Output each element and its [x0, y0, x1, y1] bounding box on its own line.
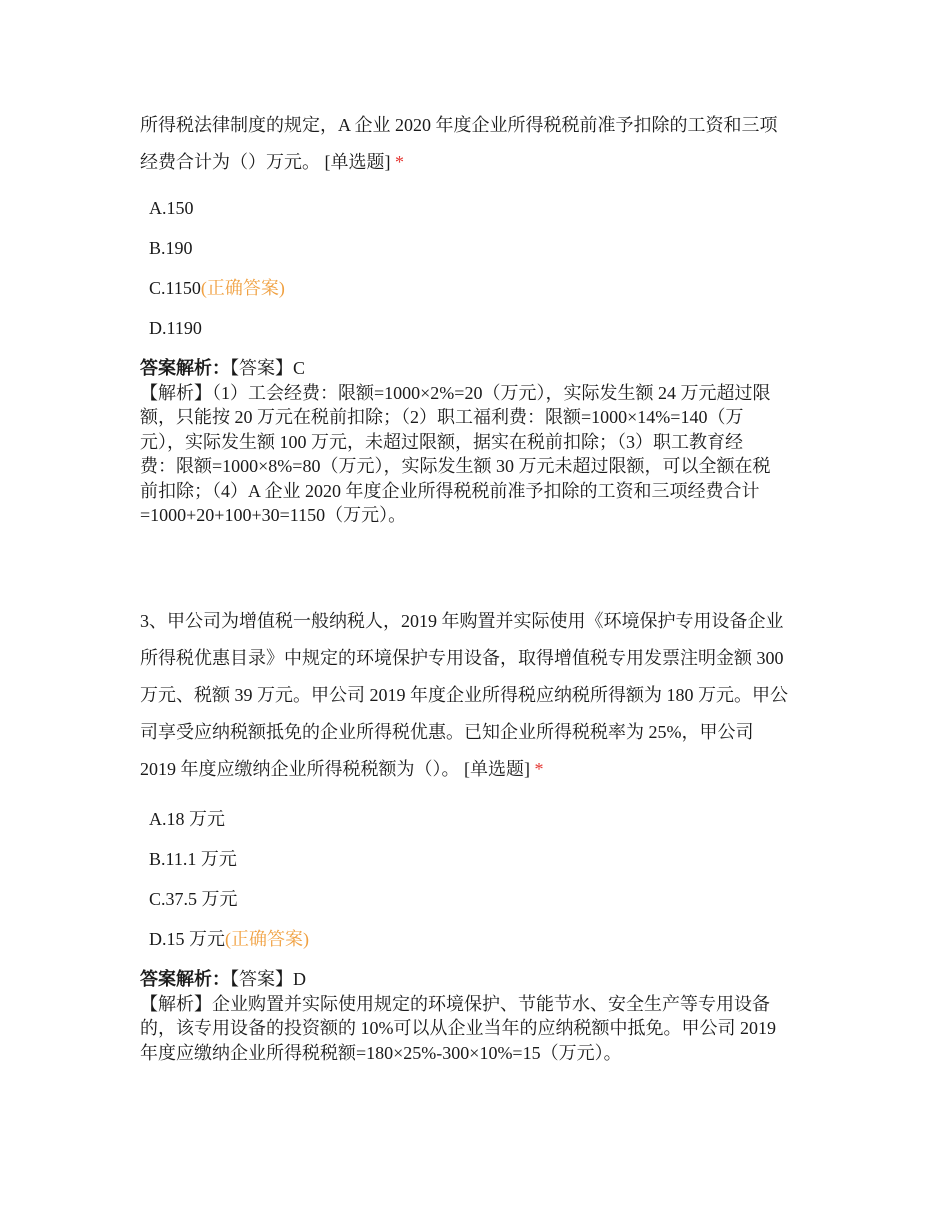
option-d[interactable] [140, 919, 309, 959]
question-3-text [140, 603, 820, 788]
option-d[interactable] [140, 308, 285, 348]
analysis-line: 前扣除；（4）A 企业 2020 年度企业所得税税前准予扣除的工资和三项经费合计 [140, 480, 760, 501]
option-a[interactable] [140, 188, 285, 228]
question-3-analysis [140, 967, 820, 1065]
question-text-line: 2019 年度应缴纳企业所得税税额为（）。 [单选题] [140, 759, 530, 779]
analysis-line: 元），实际发生额 100 万元，未超过限额，据实在税前扣除；（3）职工教育经 [140, 431, 743, 452]
option-b[interactable] [140, 228, 285, 268]
question-text-line: 万元、税额 39 万元。甲公司 2019 年度企业所得税应纳税所得额为 180 万元。甲公 [140, 685, 788, 705]
question-3 [140, 603, 820, 788]
required-mark: * [395, 152, 404, 172]
option-label: B.11.1 万元 [149, 849, 237, 869]
option-label: A.18 万元 [149, 809, 225, 829]
analysis-line: 费：限额=1000×8%=80（万元），实际发生额 30 万元未超过限额，可以全额在税 [140, 456, 771, 476]
question-text-line: 所得税优惠目录》中规定的环境保护专用设备，取得增值税专用发票注明金额 300 [140, 648, 784, 668]
question-text-line: 所得税法律制度的规定，A 企业 2020 年度企业所得税税前准予扣除的工资和三项 [140, 115, 778, 135]
analysis-header [140, 356, 820, 381]
analysis-line: 额，只能按 20 万元在税前扣除；（2）职工福利费：限额=1000×14%=140（万 [140, 407, 744, 427]
question-text-line: 经费合计为（）万元。 [单选题] [140, 152, 391, 172]
option-label: C.37.5 万元 [149, 889, 238, 909]
answer-text: 【答案】C [230, 358, 306, 378]
analysis-line: 【解析】（1）工会经费：限额=1000×2%=20（万元），实际发生额 24 万元超过限 [140, 382, 771, 403]
required-mark: * [534, 759, 544, 779]
question-text-line: 3、甲公司为增值税一般纳税人，2019 年购置并实际使用《环境保护专用设备企业 [140, 611, 784, 631]
analysis-header [140, 967, 820, 992]
option-label: A.150 [149, 198, 194, 218]
analysis-line: 年度应缴纳企业所得税税额=180×25%-300×10%=15（万元）。 [140, 1042, 622, 1063]
option-label: D.1190 [149, 318, 202, 338]
analysis-line: =1000+20+100+30=1150（万元）。 [140, 505, 407, 525]
analysis-line: 的，该专用设备的投资额的 10%可以从企业当年的应纳税额中抵免。甲公司 2019 [140, 1018, 776, 1038]
question-3-options [140, 799, 309, 959]
question-2-analysis [140, 356, 820, 528]
question-2-options [140, 188, 285, 348]
question-2-text [140, 107, 820, 181]
option-b[interactable] [140, 839, 309, 879]
analysis-line: 【解析】企业购置并实际使用规定的环境保护、节能节水、安全生产等专用设备 [140, 993, 770, 1014]
analysis-label: 答案解析： [140, 969, 230, 989]
analysis-label: 答案解析： [140, 358, 230, 378]
correct-answer-tag: (正确答案) [225, 929, 309, 949]
correct-answer-tag: (正确答案) [200, 278, 285, 298]
question-2 [140, 107, 820, 181]
option-label: D.15 万元 [149, 929, 225, 949]
option-c[interactable] [140, 879, 309, 919]
option-c[interactable] [140, 268, 285, 308]
option-label: C.1150 [149, 278, 201, 298]
option-a[interactable] [140, 799, 309, 839]
option-label: B.190 [149, 238, 193, 258]
question-text-line: 司享受应纳税额抵免的企业所得税优惠。已知企业所得税税率为 25%，甲公司 [140, 722, 754, 742]
answer-text: 【答案】D [230, 969, 306, 989]
